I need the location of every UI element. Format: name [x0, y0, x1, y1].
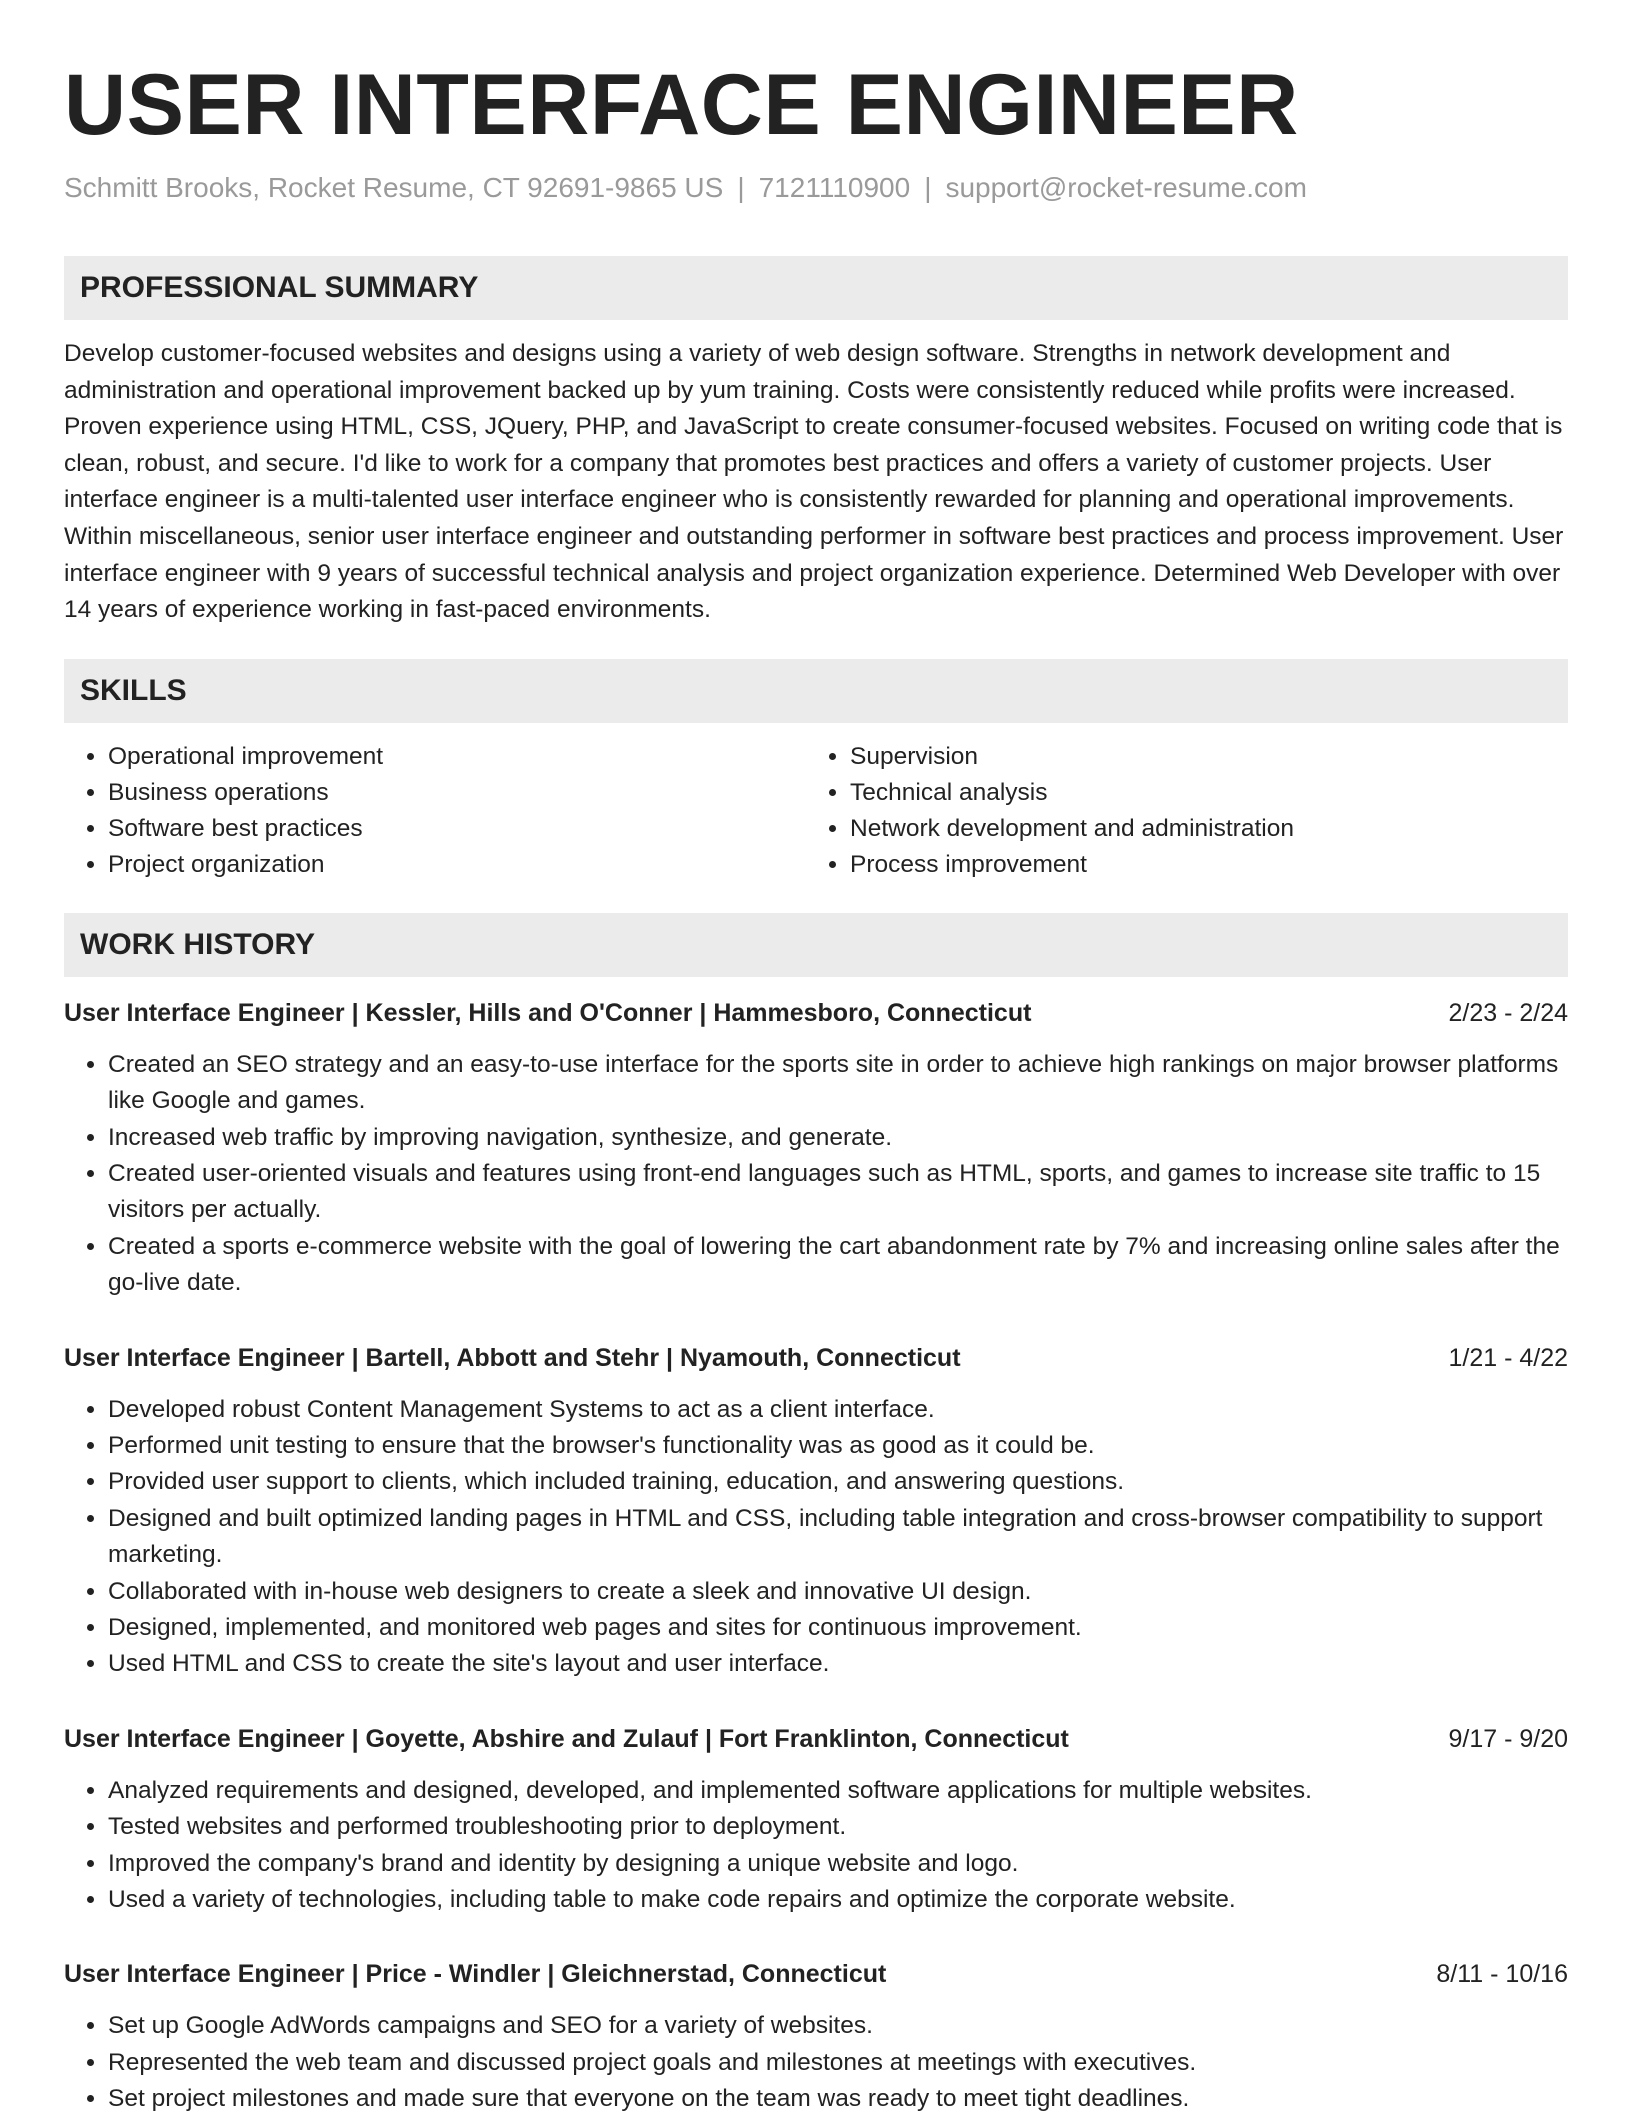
skill-item: • Supervision	[850, 739, 1548, 775]
job-title: User Interface Engineer | Goyette, Abshire and Zulauf | Fort Franklinton, Connecticut	[64, 1724, 1069, 1753]
job-bullet: • Provided user support to clients, which included training, education, and answering questions.	[108, 1464, 1568, 1500]
job-dates: 2/23 - 2/24	[1448, 998, 1568, 1027]
skill-item: • Process improvement	[850, 847, 1548, 883]
job-entry	[64, 995, 1568, 1302]
job-bullet: • Used HTML and CSS to create the site's layout and user interface.	[108, 1646, 1568, 1682]
job-bullet: • Developed robust Content Management Systems to act as a client interface.	[108, 1392, 1568, 1428]
job-title: User Interface Engineer | Price - Windler | Gleichnerstad, Connecticut	[64, 1960, 887, 1989]
job-bullets	[64, 2008, 1568, 2117]
skill-item: • Project organization	[108, 847, 806, 883]
job-dates: 9/17 - 9/20	[1448, 1724, 1568, 1753]
contact-phone: 7121110900	[758, 172, 911, 203]
job-bullet: • Designed and built optimized landing pages in HTML and CSS, including table integration and cross-browser compatibility to support marketing.	[108, 1501, 1568, 1574]
contact-address: Schmitt Brooks, Rocket Resume, CT 92691-9865 US	[64, 172, 724, 203]
job-bullet: • Collaborated with in-house web designers to create a sleek and innovative UI design.	[108, 1574, 1568, 1610]
job-bullet: • Created a sports e-commerce website with the goal of lowering the cart abandonment rate by 7% and increasing online sales after the go-live date.	[108, 1229, 1568, 1302]
job-bullet: • Represented the web team and discussed project goals and milestones at meetings with executives.	[108, 2045, 1568, 2081]
contact-line	[64, 174, 1568, 202]
job-entry	[64, 1721, 1568, 1919]
job-bullets	[64, 1773, 1568, 1919]
skills-column-left	[64, 739, 806, 883]
work-history-heading: WORK HISTORY	[64, 913, 1568, 977]
summary-text: Develop customer-focused websites and designs using a variety of web design software. Strengths in network development and administration and operational improvement backed up by yum training. Costs were consistently reduced while profits were increased. Proven experience using HTML, CSS, JQuery, PHP, and JavaScript to create consumer-focused websites. Focused on writing code that is clean, robust, and secure. I'd like to work for a company that promotes best practices and offers a variety of customer projects. User interface engineer is a multi-talented user interface engineer who is consistently rewarded for planning and operational improvements. Within miscellaneous, senior user interface engineer and outstanding performer in software best practices and process improvement. User interface engineer with 9 years of successful technical analysis and project organization experience. Determined Web Developer with over 14 years of experience working in fast-paced environments.	[64, 340, 1564, 624]
skill-item: • Operational improvement	[108, 739, 806, 775]
skill-item: • Business operations	[108, 775, 806, 811]
job-bullet: • Set project milestones and made sure that everyone on the team was ready to meet tight deadlines.	[108, 2081, 1568, 2117]
job-bullet: • Designed, implemented, and monitored web pages and sites for continuous improvement.	[108, 1610, 1568, 1646]
job-bullet: • Improved the company's brand and identity by designing a unique website and logo.	[108, 1846, 1568, 1882]
job-bullet: • Set up Google AdWords campaigns and SEO for a variety of websites.	[108, 2008, 1568, 2044]
job-dates: 8/11 - 10/16	[1436, 1960, 1568, 1989]
skills-column-right	[806, 739, 1548, 883]
skill-item: • Network development and administration	[850, 811, 1548, 847]
skill-item: • Technical analysis	[850, 775, 1548, 811]
skills-list	[64, 739, 1568, 883]
job-bullets	[64, 1047, 1568, 1302]
contact-separator: |	[737, 172, 745, 203]
job-bullet: • Created user-oriented visuals and features using front-end languages such as HTML, sports, and games to increase site traffic to 15 visitors per actually.	[108, 1156, 1568, 1229]
job-bullet: • Created an SEO strategy and an easy-to-use interface for the sports site in order to achieve high rankings on major browser platforms like Google and games.	[108, 1047, 1568, 1120]
contact-email: support@rocket-resume.com	[945, 172, 1307, 203]
job-bullet: • Increased web traffic by improving navigation, synthesize, and generate.	[108, 1120, 1568, 1156]
job-title: User Interface Engineer | Bartell, Abbott and Stehr | Nyamouth, Connecticut	[64, 1343, 961, 1372]
summary-heading: PROFESSIONAL SUMMARY	[64, 256, 1568, 320]
job-entry	[64, 1956, 1568, 2117]
job-bullet: • Used a variety of technologies, including table to make code repairs and optimize the corporate website.	[108, 1882, 1568, 1918]
job-title: User Interface Engineer | Kessler, Hills and O'Conner | Hammesboro, Connecticut	[64, 998, 1032, 1027]
skill-item: • Software best practices	[108, 811, 806, 847]
job-bullet: • Performed unit testing to ensure that the browser's functionality was as good as it could be.	[108, 1428, 1568, 1464]
job-bullet: • Analyzed requirements and designed, developed, and implemented software applications for multiple websites.	[108, 1773, 1568, 1809]
resume-title: USER INTERFACE ENGINEER	[64, 57, 1299, 153]
job-bullet: • Tested websites and performed troubleshooting prior to deployment.	[108, 1809, 1568, 1845]
job-entry	[64, 1340, 1568, 1683]
job-dates: 1/21 - 4/22	[1448, 1343, 1568, 1372]
job-bullets	[64, 1392, 1568, 1683]
contact-separator: |	[924, 172, 932, 203]
skills-heading: SKILLS	[64, 659, 1568, 723]
